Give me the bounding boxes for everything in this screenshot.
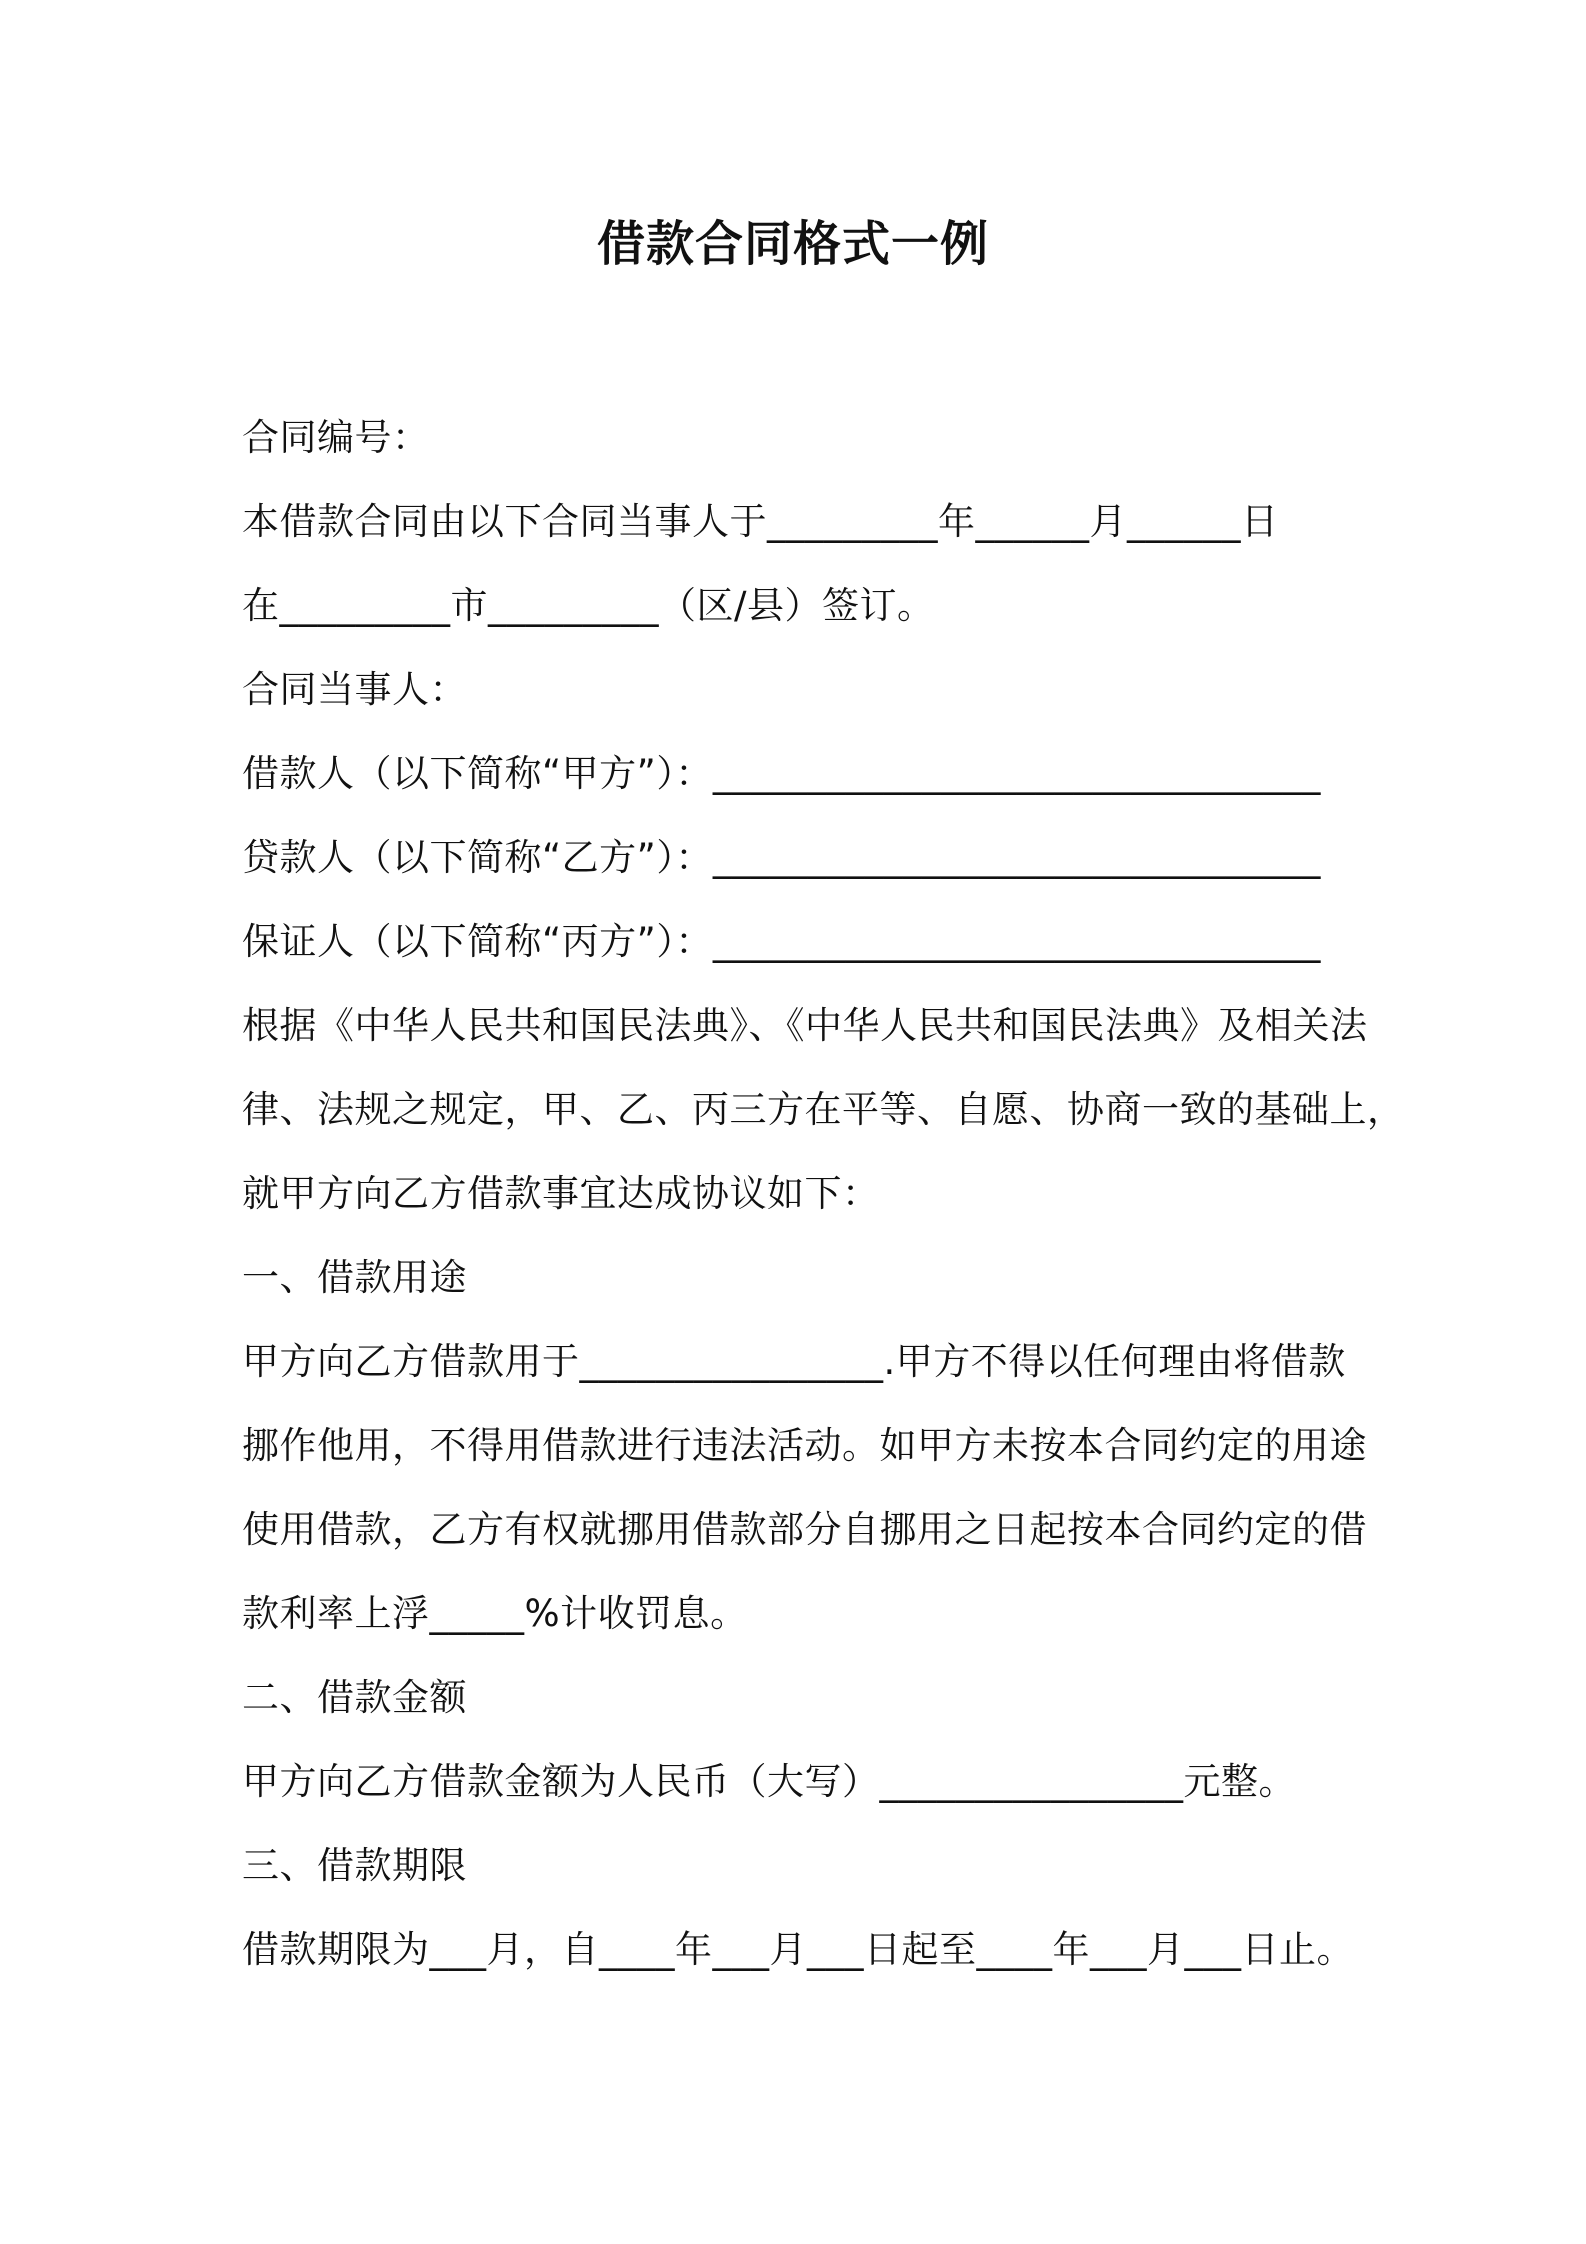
guarantor-line: 保证人（以下简称“丙方”）：________________________________ (242, 920, 1321, 963)
section-1-line-1: 甲方向乙方借款用于________________.甲方不得以任何理由将借款 (242, 1340, 1346, 1383)
contract-number-line: 合同编号： (242, 416, 430, 459)
section-1-line-4: 款利率上浮_____%计收罚息。 (242, 1592, 748, 1635)
section-3-heading: 三、借款期限 (242, 1844, 467, 1887)
section-1-line-2: 挪作他用，不得用借款进行违法活动。如甲方未按本合同约定的用途 (242, 1424, 1367, 1467)
lender-line: 贷款人（以下简称“乙方”）：________________________________ (242, 836, 1321, 879)
preamble-line-2: 律、法规之规定，甲、乙、丙三方在平等、自愿、协商一致的基础上， (242, 1088, 1405, 1131)
preamble-line-3: 就甲方向乙方借款事宜达成协议如下： (242, 1172, 880, 1215)
signing-date-line: 本借款合同由以下合同当事人于_________年______月______日 (242, 500, 1279, 543)
parties-heading: 合同当事人： (242, 668, 467, 711)
signing-place-line: 在_________市_________（区/县）签订。 (242, 584, 935, 627)
document-title: 借款合同格式一例 (596, 216, 989, 272)
section-1-heading: 一、借款用途 (242, 1256, 467, 1299)
section-1-line-3: 使用借款，乙方有权就挪用借款部分自挪用之日起按本合同约定的借 (242, 1508, 1367, 1551)
preamble-line-1: 根据《中华人民共和国民法典》、《中华人民共和国民法典》及相关法 (242, 1004, 1368, 1047)
section-2-line-1: 甲方向乙方借款金额为人民币（大写）________________元整。 (242, 1760, 1296, 1803)
borrower-line: 借款人（以下简称“甲方”）：________________________________ (242, 752, 1321, 795)
section-2-heading: 二、借款金额 (242, 1676, 467, 1719)
section-3-line-1: 借款期限为___月，自____年___月___日起至____年___月___日止。 (242, 1928, 1354, 1971)
